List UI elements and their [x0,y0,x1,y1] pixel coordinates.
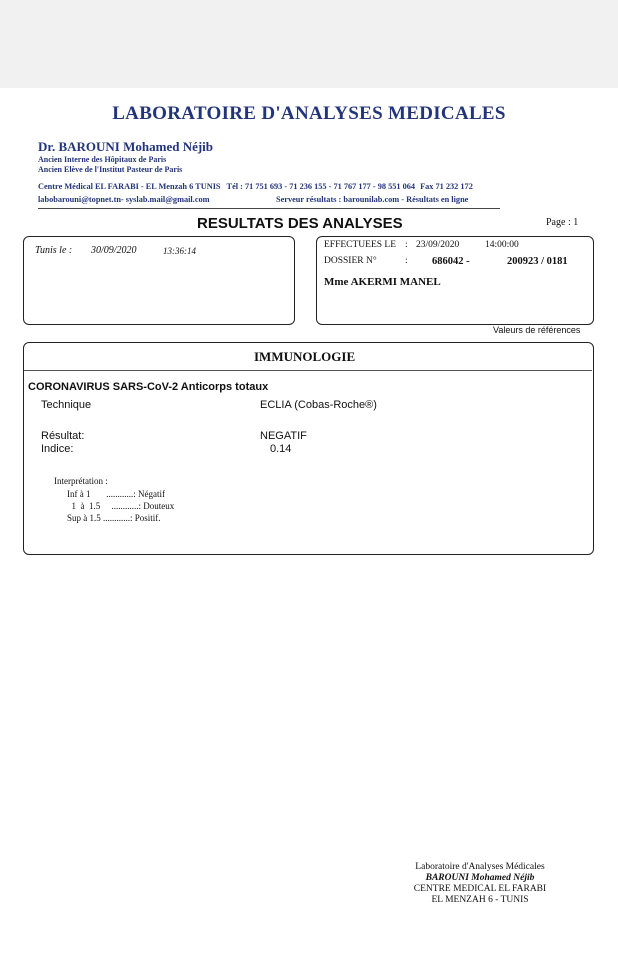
footer-centre: CENTRE MEDICAL EL FARABI [413,884,547,894]
technique-value: ECLIA (Cobas-Roche®) [260,399,377,411]
effectuees-date: 23/09/2020 [416,240,460,250]
footer-signature-block [400,862,560,906]
tunis-label: Tunis le : [35,245,73,256]
section-title: IMMUNOLOGIE [254,349,356,364]
interpretation-line: Sup à 1.5 ............: Positif. [67,513,161,523]
centre-address: Centre Médical EL FARABI - EL Menzah 6 TUNIS [38,182,221,191]
page-number: Page : 1 [546,217,579,228]
dossier-number: 686042 - [432,256,470,267]
reference-values-label: Valeurs de références [493,325,581,335]
email-addresses: labobarouni@topnet.tn- syslab.mail@gmail.com [38,195,210,204]
technique-label: Technique [41,399,92,411]
results-box [23,342,594,555]
indice-value: 0.14 [270,443,292,455]
top-margin [0,0,618,88]
footer-city: EL MENZAH 6 - TUNIS [431,895,529,905]
report-time: 13:36:14 [163,246,196,256]
dossier-reference: 200923 / 0181 [507,256,568,267]
report-title: RESULTATS DES ANALYSES [197,215,403,232]
effectuees-colon: : [405,240,408,250]
effectuees-time: 14:00:00 [485,240,519,250]
address-line [38,182,473,191]
doctor-subtitle-2: Ancien Elève de l'Institut Pasteur de Paris [38,165,183,174]
lab-title: LABORATOIRE D'ANALYSES MEDICALES [112,103,506,124]
dossier-label: DOSSIER N° [324,256,377,266]
footer-doctor-name: BAROUNI Mohamed Néjib [425,873,535,883]
phone-numbers: Tél : 71 751 693 - 71 236 155 - 71 767 177 - 98 551 064 [226,182,416,191]
header-divider [38,208,500,209]
footer-lab-name: Laboratoire d'Analyses Médicales [415,862,545,872]
results-server: Serveur résultats : barounilab.com - Résultats en ligne [276,195,469,204]
result-value: NEGATIF [260,430,307,442]
doctor-name: Dr. BAROUNI Mohamed Néjib [38,139,214,154]
effectuees-label: EFFECTUEES LE [324,240,397,250]
doctor-subtitle-1: Ancien Interne des Hôpitaux de Paris [38,155,167,164]
analysis-title: CORONAVIRUS SARS-CoV-2 Anticorps totaux [28,381,269,393]
fax-number: Fax 71 232 172 [420,182,473,191]
indice-label: Indice: [41,443,74,455]
interpretation-line: 1 à 1.5 ............: Douteux [67,501,175,511]
report-date: 30/09/2020 [91,245,137,256]
dossier-colon: : [405,256,408,266]
result-label: Résultat: [41,430,85,442]
interpretation-line: Inf à 1 ............: Négatif [67,489,165,499]
interpretation-title: Interprétation : [54,476,108,486]
patient-name: Mme AKERMI MANEL [324,276,441,288]
section-divider [24,370,592,371]
